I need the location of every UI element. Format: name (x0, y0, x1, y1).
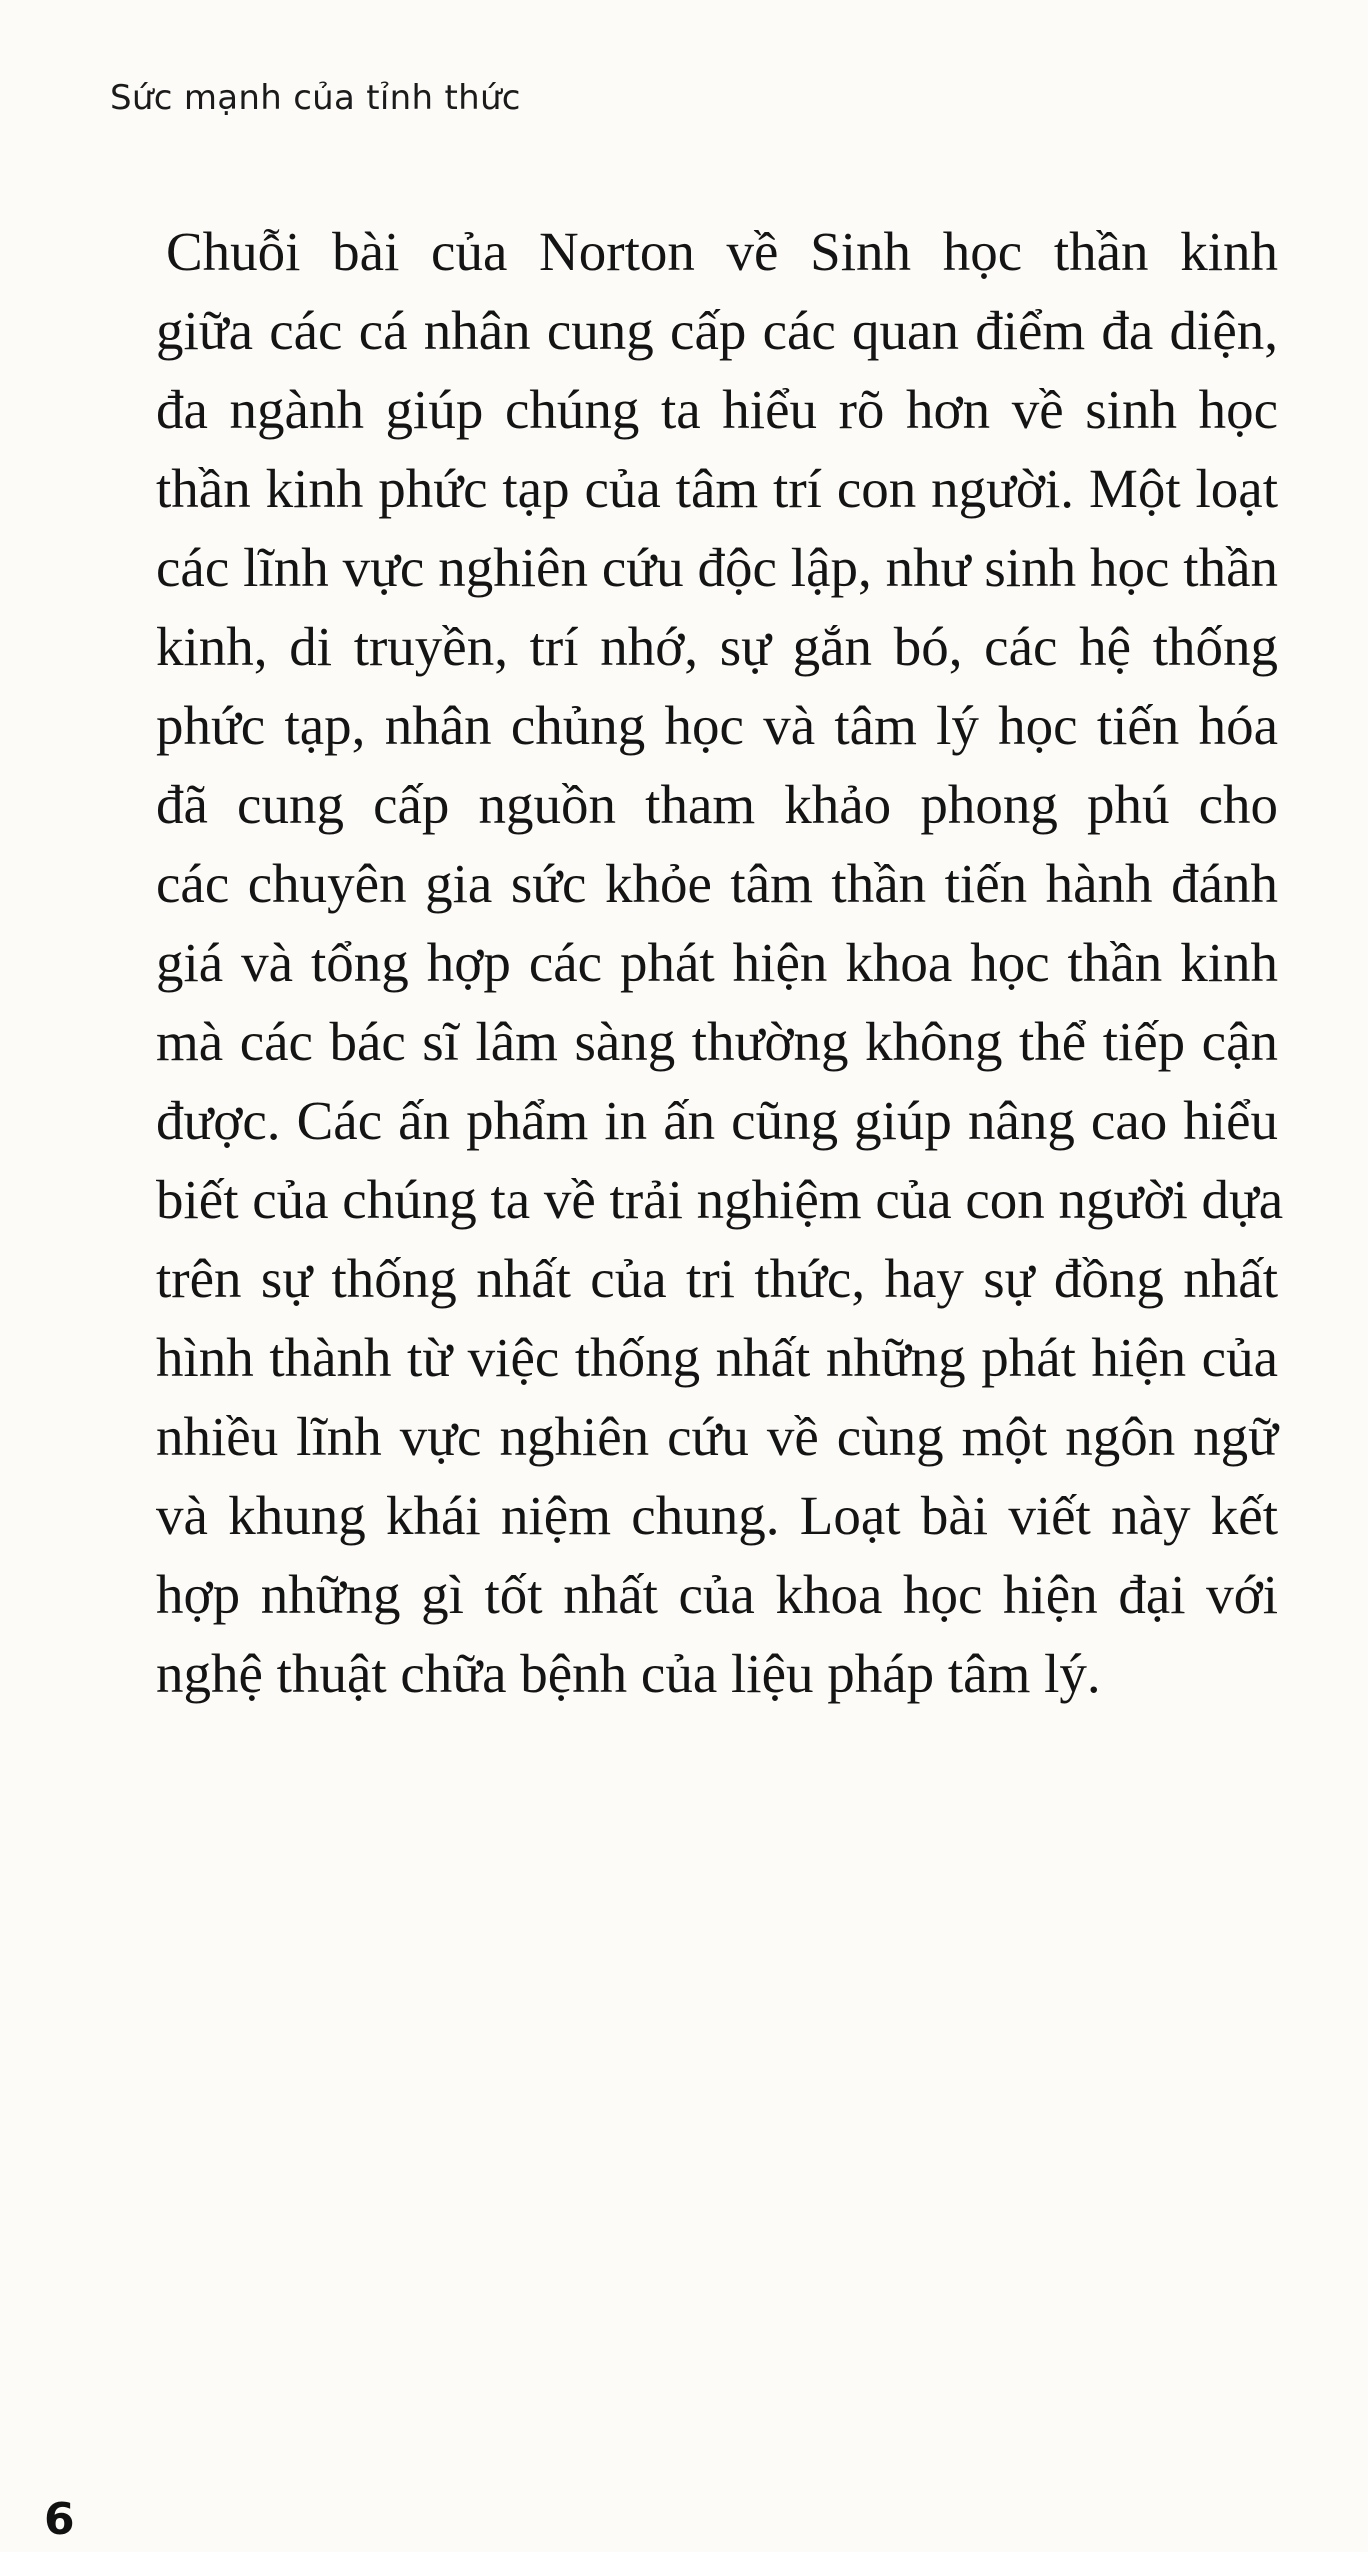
text-line: các lĩnh vực nghiên cứu độc lập, như sinh học thần (156, 537, 1278, 598)
text-line: phức tạp, nhân chủng học và tâm lý học tiến hóa (156, 695, 1278, 756)
text-line: giá và tổng hợp các phát hiện khoa học thần kinh (156, 932, 1278, 993)
text-line: hợp những gì tốt nhất của khoa học hiện đại với (156, 1564, 1278, 1625)
text-line: Chuỗi bài của Norton về Sinh học thần kinh (166, 221, 1278, 282)
body-paragraph (156, 212, 1284, 1713)
text-line: mà các bác sĩ lâm sàng thường không thể tiếp cận (156, 1011, 1278, 1072)
text-line: giữa các cá nhân cung cấp các quan điểm đa diện, (156, 300, 1278, 361)
running-header: Sức mạnh của tỉnh thức (110, 78, 521, 118)
text-line: kinh, di truyền, trí nhớ, sự gắn bó, các hệ thống (156, 616, 1278, 677)
text-line: nhiều lĩnh vực nghiên cứu về cùng một ngôn ngữ (156, 1406, 1278, 1467)
text-line: đã cung cấp nguồn tham khảo phong phú cho (156, 774, 1278, 835)
text-line: và khung khái niệm chung. Loạt bài viết này kết (156, 1485, 1278, 1546)
text-line: trên sự thống nhất của tri thức, hay sự đồng nhất (156, 1248, 1278, 1309)
text-line: biết của chúng ta về trải nghiệm của con người dựa (156, 1169, 1284, 1230)
page-number: 6 (44, 2494, 75, 2545)
text-line: các chuyên gia sức khỏe tâm thần tiến hành đánh (156, 853, 1278, 914)
text-line: đa ngành giúp chúng ta hiểu rõ hơn về sinh học (156, 379, 1278, 440)
text-line: thần kinh phức tạp của tâm trí con người. Một loạt (156, 458, 1278, 519)
text-line: hình thành từ việc thống nhất những phát hiện của (156, 1327, 1278, 1388)
text-line: nghệ thuật chữa bệnh của liệu pháp tâm lý. (156, 1643, 1101, 1704)
text-line: được. Các ấn phẩm in ấn cũng giúp nâng cao hiểu (156, 1090, 1278, 1151)
